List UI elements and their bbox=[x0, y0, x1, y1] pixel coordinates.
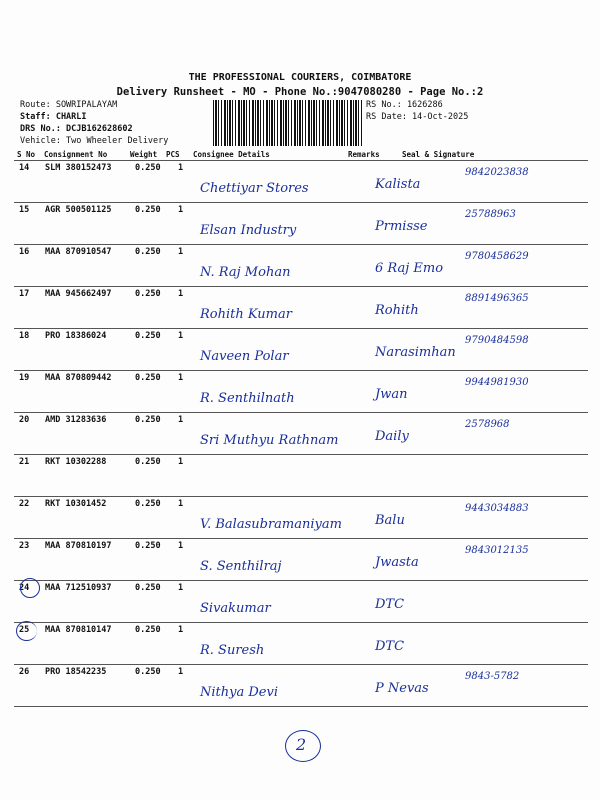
rs-number: RS No.: 1626286 bbox=[366, 100, 443, 110]
table-row bbox=[0, 163, 600, 205]
table-row bbox=[0, 415, 600, 457]
cell-consignment: AGR 500501125 bbox=[45, 205, 112, 215]
handwritten-signature: Jwasta bbox=[375, 555, 419, 570]
cell-sno: 17 bbox=[19, 289, 30, 299]
route-label: Route: SOWRIPALAYAM bbox=[20, 100, 118, 110]
cell-weight: 0.250 bbox=[135, 163, 161, 173]
handwritten-consignee: Elsan Industry bbox=[200, 223, 297, 238]
cell-weight: 0.250 bbox=[135, 415, 161, 425]
cell-weight: 0.250 bbox=[135, 541, 161, 551]
cell-pcs: 1 bbox=[178, 373, 184, 383]
row-divider bbox=[14, 496, 588, 497]
circle-mark bbox=[16, 621, 37, 641]
cell-pcs: 1 bbox=[178, 415, 184, 425]
cell-consignment: RKT 10302288 bbox=[45, 457, 107, 467]
cell-sno: 23 bbox=[19, 541, 30, 551]
row-divider bbox=[14, 328, 588, 329]
handwritten-phone: 9944981930 bbox=[465, 377, 529, 388]
cell-weight: 0.250 bbox=[135, 247, 161, 257]
cell-sno: 14 bbox=[19, 163, 30, 173]
col-consignee: Consignee Details bbox=[193, 150, 270, 159]
cell-weight: 0.250 bbox=[135, 205, 161, 215]
cell-weight: 0.250 bbox=[135, 331, 161, 341]
drs-number: DRS No.: DCJB162628602 bbox=[20, 124, 133, 134]
handwritten-consignee: V. Balasubramaniyam bbox=[200, 517, 342, 532]
cell-sno: 18 bbox=[19, 331, 30, 341]
cell-consignment: RKT 10301452 bbox=[45, 499, 107, 509]
table-row bbox=[0, 247, 600, 289]
handwritten-consignee: N. Raj Mohan bbox=[200, 265, 291, 280]
cell-sno: 15 bbox=[19, 205, 30, 215]
cell-weight: 0.250 bbox=[135, 583, 161, 593]
table-row bbox=[0, 457, 600, 499]
cell-sno: 20 bbox=[19, 415, 30, 425]
row-divider bbox=[14, 244, 588, 245]
cell-consignment: MAA 945662497 bbox=[45, 289, 112, 299]
cell-pcs: 1 bbox=[178, 331, 184, 341]
page-mark: 2 bbox=[296, 735, 307, 754]
runsheet-subtitle: Delivery Runsheet - MO - Phone No.:9047080280 - Page No.:2 bbox=[116, 86, 484, 98]
row-divider bbox=[14, 664, 588, 665]
cell-consignment: AMD 31283636 bbox=[45, 415, 107, 425]
cell-sno: 22 bbox=[19, 499, 30, 509]
cell-consignment: SLM 380152473 bbox=[45, 163, 112, 173]
cell-weight: 0.250 bbox=[135, 625, 161, 635]
cell-pcs: 1 bbox=[178, 247, 184, 257]
handwritten-signature: Prmisse bbox=[375, 219, 428, 234]
cell-pcs: 1 bbox=[178, 289, 184, 299]
handwritten-consignee: Sivakumar bbox=[200, 601, 271, 616]
cell-consignment: PRO 18542235 bbox=[45, 667, 107, 677]
cell-sno: 25 bbox=[19, 625, 30, 635]
cell-pcs: 1 bbox=[178, 583, 184, 593]
handwritten-signature: Kalista bbox=[375, 177, 421, 192]
cell-consignment: MAA 870910547 bbox=[45, 247, 112, 257]
handwritten-signature: DTC bbox=[375, 639, 405, 654]
handwritten-consignee: Naveen Polar bbox=[200, 349, 289, 364]
cell-weight: 0.250 bbox=[135, 373, 161, 383]
cell-pcs: 1 bbox=[178, 667, 184, 677]
handwritten-consignee: R. Senthilnath bbox=[200, 391, 295, 406]
handwritten-phone: 9443034883 bbox=[465, 503, 529, 514]
handwritten-signature: Jwan bbox=[375, 387, 408, 402]
handwritten-consignee: Chettiyar Stores bbox=[200, 181, 309, 196]
handwritten-consignee: S. Senthilraj bbox=[200, 559, 282, 574]
table-row bbox=[0, 583, 600, 625]
cell-sno: 16 bbox=[19, 247, 30, 257]
row-divider bbox=[14, 622, 588, 623]
table-row bbox=[0, 667, 600, 709]
table-row bbox=[0, 289, 600, 331]
handwritten-phone: 9843-5782 bbox=[465, 671, 520, 682]
table-row bbox=[0, 625, 600, 667]
row-divider bbox=[14, 454, 588, 455]
handwritten-phone: 9790484598 bbox=[465, 335, 529, 346]
table-row bbox=[0, 205, 600, 247]
cell-weight: 0.250 bbox=[135, 289, 161, 299]
table-row bbox=[0, 541, 600, 583]
cell-pcs: 1 bbox=[178, 499, 184, 509]
cell-consignment: PRO 18386024 bbox=[45, 331, 107, 341]
handwritten-signature: P Nevas bbox=[375, 681, 429, 696]
col-signature: Seal & Signature bbox=[402, 150, 475, 159]
cell-pcs: 1 bbox=[178, 205, 184, 215]
cell-sno: 24 bbox=[19, 583, 30, 593]
table-row bbox=[0, 373, 600, 415]
circle-mark bbox=[20, 578, 40, 598]
cell-consignment: MAA 870810147 bbox=[45, 625, 112, 635]
table-row bbox=[0, 499, 600, 541]
handwritten-phone: 2578968 bbox=[465, 419, 510, 430]
col-remarks: Remarks bbox=[348, 150, 380, 159]
handwritten-consignee: Rohith Kumar bbox=[200, 307, 292, 322]
handwritten-signature: 6 Raj Emo bbox=[375, 261, 444, 276]
handwritten-phone: 8891496365 bbox=[465, 293, 529, 304]
col-consignment: Consignment No bbox=[44, 150, 108, 159]
barcode bbox=[213, 100, 363, 146]
row-divider bbox=[14, 706, 588, 707]
cell-pcs: 1 bbox=[178, 625, 184, 635]
table-row bbox=[0, 331, 600, 373]
company-title: THE PROFESSIONAL COURIERS, COIMBATORE bbox=[188, 72, 412, 83]
handwritten-phone: 25788963 bbox=[465, 209, 516, 220]
handwritten-signature: Narasimhan bbox=[375, 345, 456, 360]
cell-pcs: 1 bbox=[178, 457, 184, 467]
cell-weight: 0.250 bbox=[135, 499, 161, 509]
row-divider bbox=[14, 286, 588, 287]
cell-sno: 19 bbox=[19, 373, 30, 383]
handwritten-consignee: Sri Muthyu Rathnam bbox=[200, 433, 339, 448]
cell-consignment: MAA 712510937 bbox=[45, 583, 112, 593]
vehicle-label: Vehicle: Two Wheeler Delivery bbox=[20, 136, 169, 146]
cell-sno: 26 bbox=[19, 667, 30, 677]
staff-label: Staff: CHARLI bbox=[20, 112, 87, 122]
handwritten-signature: Rohith bbox=[375, 303, 419, 318]
col-weight: Weight bbox=[130, 150, 158, 159]
handwritten-phone: 9842023838 bbox=[465, 167, 529, 178]
cell-weight: 0.250 bbox=[135, 457, 161, 467]
cell-consignment: MAA 870810197 bbox=[45, 541, 112, 551]
row-divider bbox=[14, 412, 588, 413]
cell-pcs: 1 bbox=[178, 163, 184, 173]
row-divider bbox=[14, 202, 588, 203]
col-sno: S No bbox=[17, 150, 36, 159]
handwritten-consignee: Nithya Devi bbox=[200, 685, 278, 700]
cell-consignment: MAA 870809442 bbox=[45, 373, 112, 383]
handwritten-phone: 9843012135 bbox=[465, 545, 529, 556]
cell-pcs: 1 bbox=[178, 541, 184, 551]
handwritten-phone: 9780458629 bbox=[465, 251, 529, 262]
row-divider bbox=[14, 538, 588, 539]
handwritten-signature: Daily bbox=[375, 429, 409, 444]
col-pcs: PCS bbox=[166, 150, 180, 159]
rs-date: RS Date: 14-Oct-2025 bbox=[366, 112, 469, 122]
handwritten-consignee: R. Suresh bbox=[200, 643, 265, 658]
handwritten-signature: DTC bbox=[375, 597, 405, 612]
cell-sno: 21 bbox=[19, 457, 30, 467]
handwritten-signature: Balu bbox=[375, 513, 405, 528]
cell-weight: 0.250 bbox=[135, 667, 161, 677]
row-divider bbox=[14, 580, 588, 581]
row-divider bbox=[14, 370, 588, 371]
